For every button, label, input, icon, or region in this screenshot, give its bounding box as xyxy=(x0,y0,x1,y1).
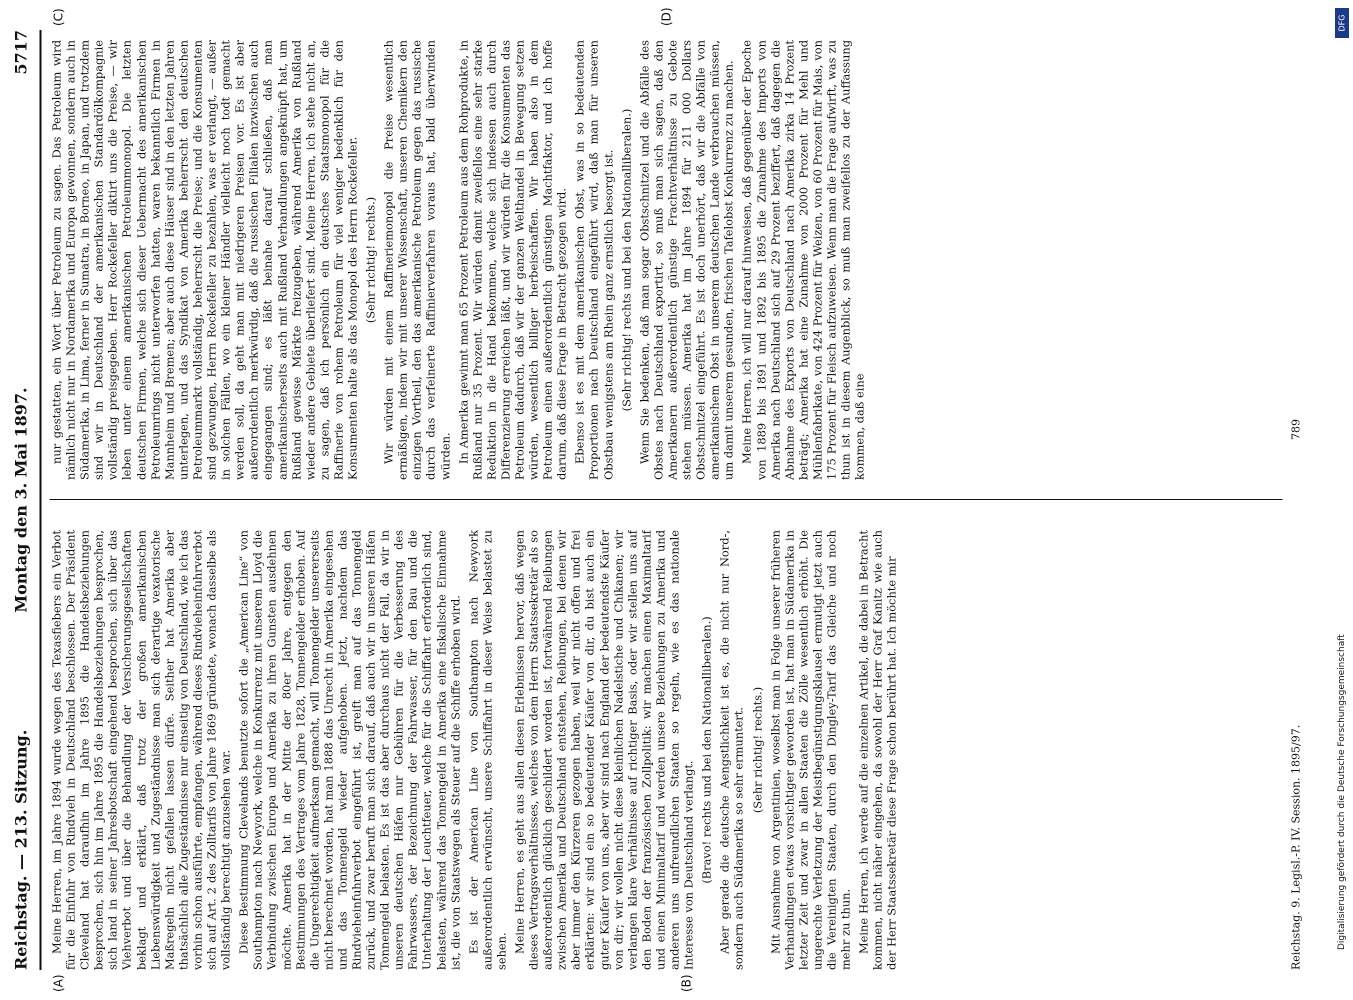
column-rule xyxy=(50,499,1283,500)
margin-marker-c: (C) xyxy=(51,8,66,26)
left-column xyxy=(50,530,1283,970)
header-rule xyxy=(40,30,42,970)
paragraph: Meine Herren, ich will nur darauf hinweisen, daß gegenüber der Epoche von 1889 bis 1891 und 1892 bis 1895 die Zunahme des Imports von Amerika nach Deutschland sich auf 29 Prozent beziffert, daß dagegen die Abnahme des Exports von Deutschland nach Amerika zirka 14 Prozent beträgt; Amerika hat eine Zunahme von 2000 Prozent für Mehl und Mühlenfabrikate, von 424 Prozent für Weizen, von 60 Prozent für Mais, von 175 Prozent für Fleisch aufzuweisen. Wenn man die Frage aufwirft, was zu thun ist in diesem Augenblick, so muß man zweifellos zu der Auffassung kommen, daß eine xyxy=(739,40,867,480)
interjection: (Bravo! rechts und bei den Nationalliberalen.) xyxy=(699,616,714,884)
paragraph: Meine Herren, im Jahre 1894 wurde wegen des Texasfiebers ein Verbot für die Einfuhr von Rindvieh in Deutschland beschlossen. Der Präsident Cleveland hat daraufhin im Jahre 1895 die Handelsbeziehungen besprochen, sich hin im Jahre 1895 die Handelsbeziehungen besprochen, sich land in seiner Jahresbotschaft eingehend besprochen, sich über das Viehverbot und über die Behandlung der Versicherungsgesellschaften beklagt und erklärt, daß trotz der großen amerikanischen Liebenswürdigkeit und Zugeständnisse man sich derartige vexatorische Maßregeln nicht gefallen lassen dürfe. Seither hat Amerika aber thatsächlich alle Zugeständnisse nur einseitig von Deutschland, wie ich das vorhin schon ausführte, empfangen, während dieses Rindvieheinfuhrverbot sich auf Art. 2 des Zolltarifs von Jahre 1869 gründete, wonach dasselbe als vollständig berechtigt anzusehen war. xyxy=(49,530,233,970)
paragraph: Aber gerade die deutsche Aengstlichkeit ist es, die nicht nur Nord-, sondern auch Südamerika so sehr ermuntert. xyxy=(717,530,746,970)
interjection: (Sehr richtig! rechts.) xyxy=(750,686,764,814)
paragraph: Meine Herren, es geht aus allen diesen Erlebnissen hervor, daß wegen dieses Vertragsverhältnisses, welches von dem Herrn Staatssekretär als so außerordentlich glücklich geschildert worden ist, fortwährend Reibungen zwischen Amerika und Deutschland entstehen, Reibungen, bei denen wir aber immer den Kürzeren gezogen haben, weil wir nicht offen und frei erklärten: wir sind ein so bedeutender Käufer von dir, du bist auch ein guter Käufer von uns, aber wir sind nach England der bedeutendste Käufer von dir; wir wollen nicht diese kleinlichen Nadelstiche und Chikanen; wir verlangen klare Verhältnisse auf richtiger Basis, oder wir stellen uns auf den Boden der französischen Zollpolitik: wir machen einen Maximaltarif und einen Minimaltarif und werden unsere Beziehungen zu Amerika und anderen uns unfreundlichen Staaten so regeln, wie es das nationale Interesse von Deutschland verlangt. xyxy=(512,530,696,970)
paragraph: Ebenso ist es mit dem amerikanischen Obst, was in so bedeutenden Proportionen nach Deutschland eingeführt wird, daß man für unseren Obstbau wenigstens am Rhein ganz ernstlich besorgt ist. xyxy=(572,40,616,480)
paragraph: Wenn Sie bedenken, daß man sogar Obstschnitzel und die Abfälle des Obstes nach Deutschland exportirt, so muß man sich sagen, daß den Amerikanern außerordentlich günstige Frachtverhältnisse zu Gebote stehen müssen. Amerika hat im Jahre 1894 für 211 000 Dollars Obstschnitzel eingeführt. Es ist doch unerhört, daß wir die Abfälle von amerikanischem Obst in unserem deutschen Lande verbrauchen müssen, um damit unserem gesunden, frischen Tafelobst Konkurrenz zu machen. xyxy=(637,40,736,480)
paragraph: Wir würden mit einem Raffineriemonopol die Preise wesentlich ermäßigen, indem wir mit unserer Wissenschaft, unseren Chemikern den einzigen Vortheil, den das amerikanische Petroleum gegen das russische durch das verfeinerte Raffinierverfahren voraus hat, bald überwinden würden. xyxy=(381,40,453,480)
digitization-text: Digitalisierung gefördert durch die Deutsche Forschungsgemeinschaft xyxy=(1337,634,1347,950)
page-header xyxy=(12,30,40,970)
paragraph: Es ist der American Line von Southampton nach Newyork außerordentlich erwünscht, unsere Schiffahrt in dieser Weise belastet zu sehen. xyxy=(466,530,509,970)
paragraph: Mit Ausnahme von Argentinien, woselbst man in Folge unserer früheren Verhandlungen etwas vorsichtiger geworden ist, hat man in Südamerika in letzter Zeit und zwar in allen Staaten die Zölle wesentlich erhöht. Die ungerechte Verletzung der Meistbegünstigungsklausel ermutigt jetzt auch die Vereinigten Staaten, durch den Dingley-Tarif das Gleiche und noch mehr zu thun. xyxy=(768,530,853,970)
margin-marker-b: (B) xyxy=(679,974,694,992)
digitization-note xyxy=(1334,10,1350,990)
dfg-logo xyxy=(1335,8,1349,38)
right-column xyxy=(50,40,1283,480)
header-left: Reichstag. — 213. Sitzung. xyxy=(11,729,31,970)
paragraph: nur gestatten, ein Wort über Petroleum zu sagen. Das Petroleum wird nämlich nicht nur in Nordamerika und Europa gewonnen, sondern auch in Südamerika, in Lima, ferner in Sumatra, in Borneo, in Japan, und trotzdem sind wir in Deutschland der amerikanischen Standardölkompagnie vollständig preisgegeben. Herr Rockefeller diktirt uns die Preise, — wir leben unter einem amerikanischen Petroleummonopol. Die letzten deutschen Firmen, welche sich dieser Uebermacht des amerikanischen Petroleumrings nicht unterworfen hatten, waren bekanntlich Firmen in Mannheim und Bremen; aber auch diese Häuser sind in den letzten Jahren unterlegen, und das Syndikat von Amerika beherrscht den deutschen Petroleummarkt vollständig, beherrscht die Preise; und die Konsumenten sind gezwungen, Herrn Rockefeller zu bezahlen, was er verlangt, — außer in solchen Fällen, wo ein kleiner Händler vielleicht noch todt gemacht werden soll, da geht man mit niedrigeren Preisen vor. Es ist aber außerordentlich merkwürdig, daß die russischen Filialen inzwischen auch eingegangen sind; es läßt beinahe darauf schließen, daß man amerikanischerseits auch mit Rußland Verhandlungen angeknüpft hat, um Rußland gewisse Märkte freizugeben, während Amerika von Rußland wieder andere Gebiete überliefert sind. Meine Herren, ich stehe nicht an, zu sagen, daß ich persönlich ein deutsches Staatsmonopol für die Raffinerie von rohem Petroleum für viel weniger bedenklich für den Konsumenten halte als das Monopol des Herrn Rockefeller. xyxy=(49,40,360,480)
page-number: 789 xyxy=(1289,419,1303,440)
dfg-label: DFG xyxy=(1337,14,1347,32)
footer-session: Reichstag. 9. Legisl.-P. IV. Session. 1895/97. xyxy=(1289,724,1303,970)
margin-marker-a: (A) xyxy=(51,974,66,992)
header-date: Montag den 3. Mai 1897. xyxy=(11,387,31,613)
interjection: (Sehr richtig! rechts.) xyxy=(363,196,378,324)
margin-marker-d: (D) xyxy=(659,7,674,26)
header-page-number: 5717 xyxy=(11,30,31,75)
paragraph: Diese Bestimmung Clevelands benutzte sofort die „American Line“ von Southampton nach Newyork, welche in Konkurrenz mit unserem Lloyd die Verbindung zwischen Europa und Amerika zu ihren Gunsten ausdehnen möchte. Amerika hat in der Mitte der 80er Jahre, entgegen den Bestimmungen des Vertrages vom Jahre 1828, Tonnengelder erhoben. Auf die Ungerechtigkeit aufmerksam gemacht, will Tonnengelder unsererseits nicht berechnet worden, hat man 1888 das Unrecht in Amerika eingesehen und das Tonnengeld wieder aufgehoben. Jetzt, nachdem das Rindvieheinfuhrverbot eingeführt ist, greift man auf das Tonnengeld zurück, und zwar beruft man sich darauf, daß auch wir in unseren Häfen Tonnengeld belasten. Es ist das aber durchaus nicht der Fall, da wir in unseren deutschen Häfen nur Gebühren für die Verbesserung des Fahrwassers, der Bezeichnung der Fahrwasser, für den Bau und die Unterhaltung der Leuchtfeuer, welche für die Schiffahrt erforderlich sind, belasten, während das Tonnengeld in Amerika eine fiskalische Einnahme ist, die von Staatswegen als Steuer auf die Schiffe erhoben wird. xyxy=(236,530,463,970)
paragraph: Meine Herren, ich werde auf die einzelnen Artikel, die dabei in Betracht kommen, nicht näher eingehen, da sowohl der Herr Graf Kanitz wie auch der Herr Staatssekretär diese Frage schon berührt hat. Ich möchte mir xyxy=(856,530,899,970)
interjection: (Sehr richtig! rechts und bei den Nationalliberalen.) xyxy=(619,108,634,412)
paragraph: In Amerika gewinnt man 65 Prozent Petroleum aus dem Rohprodukte, in Rußland nur 35 Prozent. Wir würden damit zweifellos eine sehr starke Reduktion in die Hand bekommen, welche sich indessen auch durch Differenzierung erreichen läßt, und wir würden für die Konsumenten das Petroleum dadurch, daß wir der ganzen Welthandel in Bewegung setzen würden, wesentlich billiger herbeischaffen. Wir haben also in dem Petroleum einen außerordentlich günstigen Machtfaktor, und ich hoffe darum, daß diese Frage in Betracht gezogen wird. xyxy=(456,40,569,480)
